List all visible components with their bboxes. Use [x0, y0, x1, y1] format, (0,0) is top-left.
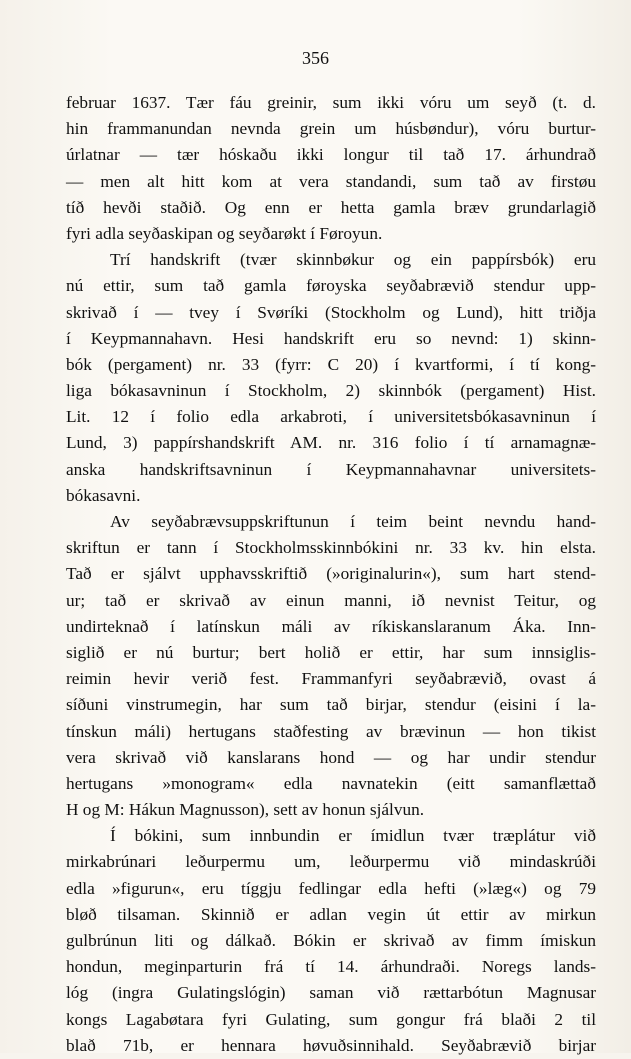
text-line: hin frammanundan nevnda grein um húsbøndur), vóru burtur-	[66, 119, 596, 139]
text-line: Í bókini, sum innbundin er ímidlun tvær træplátur við	[110, 826, 596, 846]
text-line: vera skrivað við kanslarans hond — og har undir stendur	[66, 747, 596, 767]
text-line: kongs Lagabøtara fyri Gulating, sum gongur frá blaði 2 til	[66, 1009, 596, 1029]
text-line: blað 71b, er hennara høvuðsinnihald. Seyðabrævið birjar	[66, 1035, 596, 1055]
body-text	[66, 90, 596, 1059]
text-line: — men alt hitt kom at vera standandi, sum tað av firstøu	[66, 171, 596, 191]
text-line: Trí handskrift (tvær skinnbøkur og ein pappírsbók) eru	[110, 250, 596, 270]
text-line: tíð hevði staðið. Og enn er hetta gamla bræv grundarlagið	[66, 197, 596, 217]
text-line: bløð tilsaman. Skinnið er adlan vegin út ettir av mirkun	[66, 904, 596, 924]
text-line: hondun, meginparturin frá tí 14. árhundraði. Noregs lands-	[66, 957, 596, 977]
text-line: lóg (ingra Gulatingslógin) saman við rættarbótun Magnusar	[66, 983, 596, 1003]
text-line: gulbrúnun liti og dálkað. Bókin er skrivað av fimm ímiskun	[66, 931, 596, 950]
text-line: ur; tað er skrivað av einun manni, ið nevnist Teitur, og	[66, 590, 596, 610]
text-line: fyri adla seyðaskipan og seyðarøkt í Føroyun.	[66, 223, 383, 243]
text-line: bók (pergament) nr. 33 (fyrr: C 20) í kvartformi, í tí kong-	[66, 354, 596, 374]
text-line: nú ettir, sum tað gamla føroyska seyðabrævið stendur upp-	[66, 276, 596, 296]
text-line: reimin hevir verið fest. Frammanfyri seyðabrævið, ovast á	[66, 669, 596, 689]
text-line: Lund, 3) pappírshandskrift AM. nr. 316 folio í tí arnamagnæ-	[66, 433, 596, 453]
text-line: H og M: Hákun Magnusson), sett av honun sjálvun.	[66, 800, 425, 820]
text-line: í Keypmannahavn. Hesi handskrift eru so nevnd: 1) skinn-	[66, 328, 596, 348]
text-line: Tað er sjálvt upphavsskriftið (»originalurin«), sum hart stend-	[66, 564, 596, 584]
text-line: tínskun máli) hertugans staðfesting av brævinun — hon tikist	[66, 721, 596, 741]
text-line: úrlatnar — tær hóskaðu ikki longur til tað 17. árhundrað	[66, 145, 596, 165]
text-line: Av seyðabrævsuppskriftunun í teim beint nevndu hand-	[110, 512, 596, 531]
text-line: Lit. 12 í folio edla arkabroti, í universitetsbókasavninun í	[66, 407, 596, 427]
text-line: februar 1637. Tær fáu greinir, sum ikki vóru um seyð (t. d.	[66, 93, 596, 112]
text-line: skriftun er tann í Stockholmsskinnbókini nr. 33 kv. hin elsta.	[66, 538, 596, 558]
text-line: skrivað í — tvey í Svøríki (Stockholm og Lund), hitt triðja	[66, 302, 596, 322]
text-line: síðuni vinstrumegin, har sum tað birjar, stendur (eisini í la-	[66, 695, 596, 715]
text-line: siglið er nú burtur; bert holið er ettir, har sum innsiglis-	[66, 642, 596, 662]
page-number: 356	[302, 48, 329, 68]
text-line: liga bókasavninun í Stockholm, 2) skinnbók (pergament) Hist.	[66, 381, 596, 401]
text-line: hertugans »monogram« edla navnatekin (eitt samanflættað	[66, 773, 596, 793]
text-line: mirkabrúnari leðurpermu um, leðurpermu við mindaskrúði	[66, 852, 596, 872]
text-line: edla »figurun«, eru tíggju fedlingar edla hefti (»læg«) og 79	[66, 878, 596, 898]
text-line: bókasavni.	[66, 485, 141, 505]
text-line: undirteknað í latínskun máli av ríkiskanslaranum Áka. Inn-	[66, 616, 596, 636]
text-line: anska handskriftsavninun í Keypmannahavnar universitets-	[66, 459, 596, 479]
